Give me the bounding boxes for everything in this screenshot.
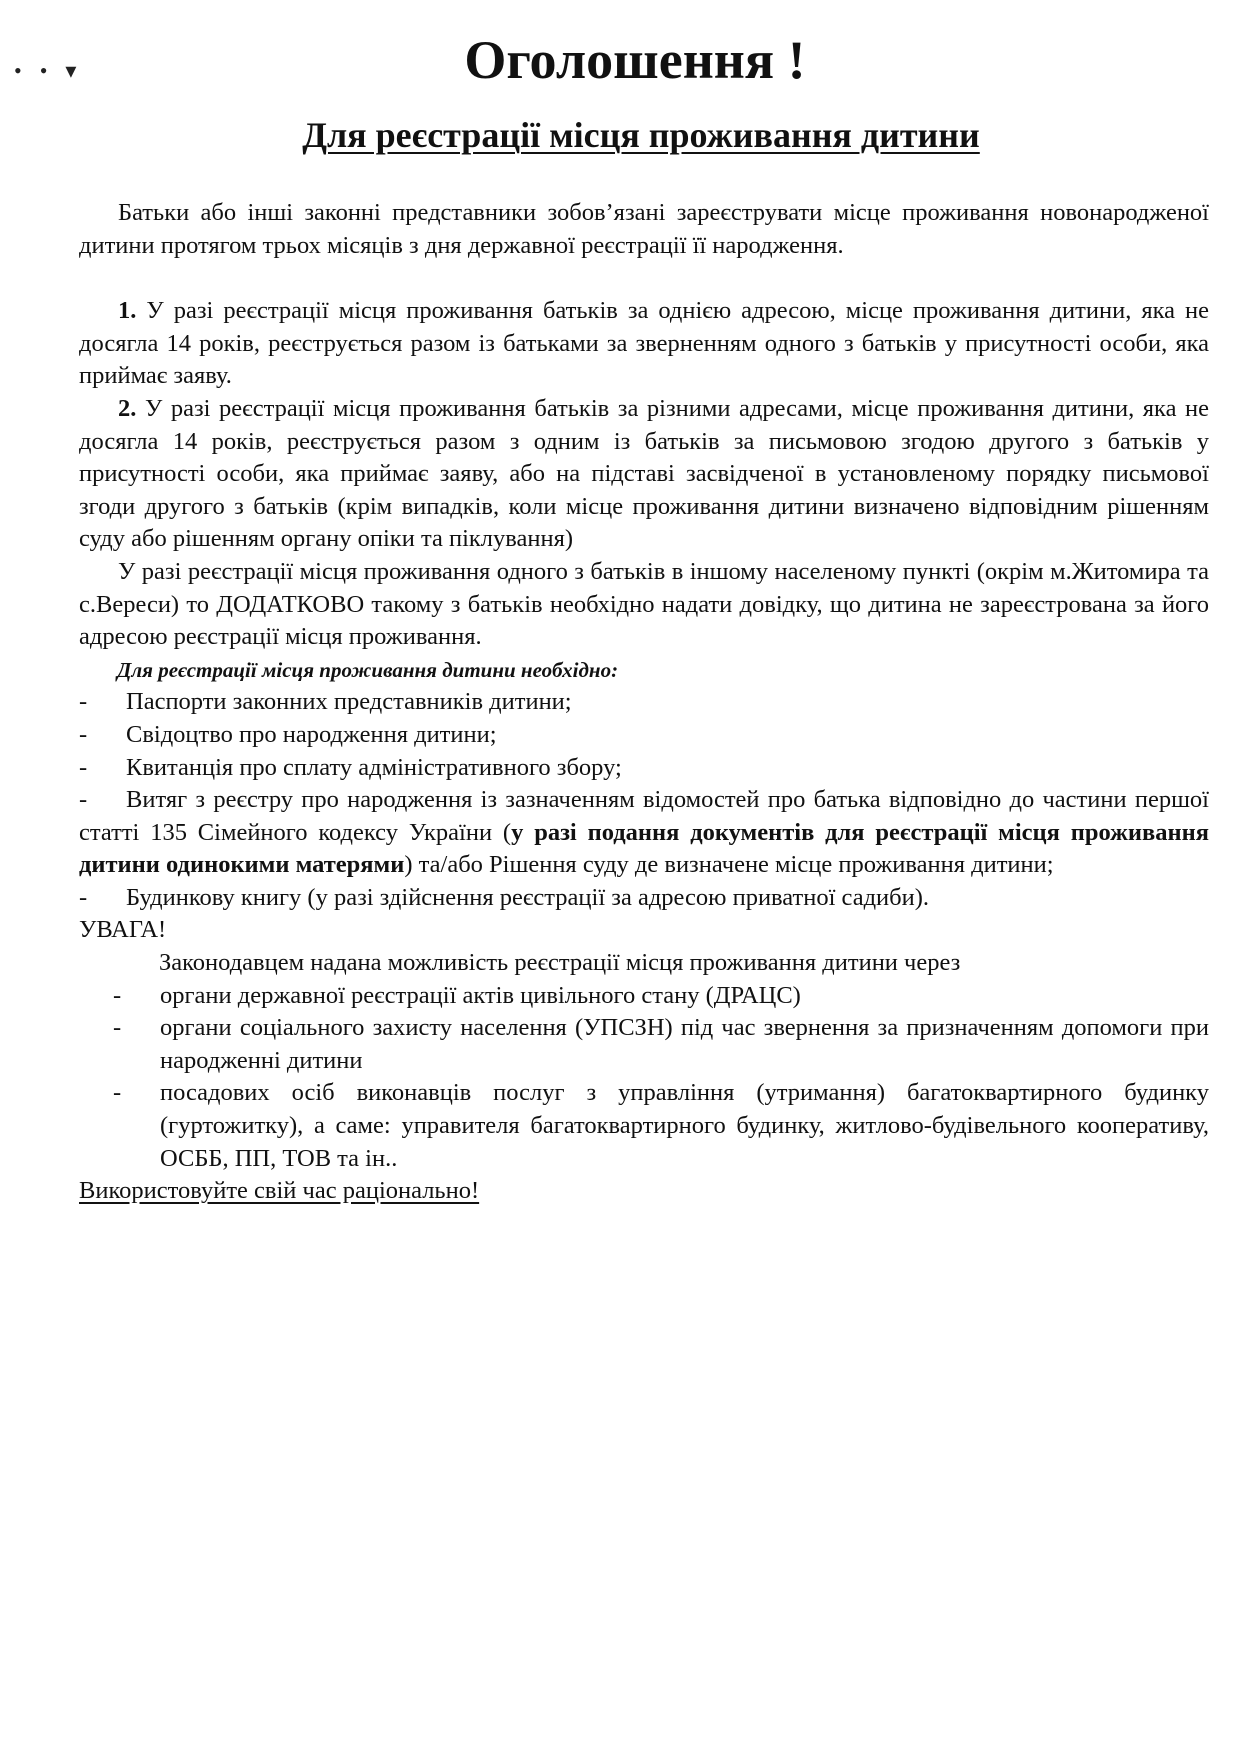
list-item: [113, 1077, 1209, 1175]
list-dash: -: [79, 753, 88, 781]
closing-line: Використовуйте свій час раціонально!: [79, 1177, 480, 1205]
rule-1-number: 1.: [118, 297, 137, 325]
list-item: [79, 686, 1209, 719]
list-item: [79, 752, 1209, 785]
list-dash: -: [113, 1079, 122, 1107]
attention-item-dracs: органи державної реєстрації актів цивільного стану (ДРАЦС): [160, 981, 801, 1009]
rule-1-text: У разі реєстрації місця проживання батьків за однією адресою, місце проживання дитини, яка не досягла 14 років, реєструється разом із батьками за зверненням одного з батьків у присутності особи, яка приймає заяву.: [79, 297, 1210, 390]
attention-item-upszn: органи соціального захисту населення (УПСЗН) під час звернення за призначенням допомоги при народженні дитини: [160, 1014, 1209, 1074]
requirement-court-decision: ) та/або Рішення суду де визначене місце проживання дитини;: [404, 851, 1054, 879]
list-dash: -: [79, 688, 88, 716]
document-body: [79, 197, 1209, 1208]
requirement-birth-certificate: Свідоцтво про народження дитини;: [126, 720, 497, 748]
scan-artifact-dots: ••▾: [14, 58, 95, 83]
list-dash: -: [113, 981, 122, 1009]
requirement-passports: Паспорти законних представників дитини;: [126, 688, 572, 716]
requirement-registry-extract: Витяг з реєстру про народження із зазначенням відомостей про батька відповідно до частини першої статті 135 Сімейного кодексу України (: [79, 786, 1209, 846]
list-item: [113, 980, 1209, 1013]
attention-heading: УВАГА!: [79, 916, 167, 944]
requirement-single-mother-note: у разі подання документів для реєстрації місця проживання дитини одинокими матерями: [79, 818, 1209, 879]
requirements-heading: Для реєстрації місця проживання дитини необхідно:: [117, 657, 619, 682]
list-item: [113, 1012, 1209, 1077]
list-item: [79, 882, 1209, 915]
list-dash: -: [113, 1014, 122, 1042]
rule-3-paragraph: У разі реєстрації місця проживання одного з батьків в іншому населеному пункті (окрім м.Житомира та с.Вереси) то ДОДАТКОВО такому з батьків необхідно надати довідку, що дитина не зареєстрована за його адресою реєстрації місця проживання.: [79, 557, 1209, 651]
attention-list: [113, 980, 1209, 1176]
rule-2-paragraph: [79, 393, 1209, 556]
rule-2-text: У разі реєстрації місця проживання батьків за різними адресами, місце проживання дитини, яка не досягла 14 років, реєструється разом з одним із батьків за письмовою згодою другого з батьків у присутності особи, яка приймає заяву, або на підставі засвідченої в установленому порядку письмової згоди другого з батьків (крім випадків, коли місце проживання дитини визначено відповідним рішенням суду або рішенням органу опіки та піклування): [79, 394, 1209, 553]
requirements-list: [79, 686, 1209, 914]
list-item: [79, 784, 1209, 882]
attention-lead: Законодавцем надана можливість реєстрації місця проживання дитини через: [159, 949, 961, 977]
list-dash: -: [79, 720, 88, 748]
intro-paragraph: Батьки або інші законні представники зобов’язані зареєструвати місце проживання новонародженої дитини протягом трьох місяців з дня державної реєстрації її народження.: [79, 199, 1209, 259]
rule-1-paragraph: [79, 295, 1209, 393]
list-item: [79, 719, 1209, 752]
rule-2-number: 2.: [118, 394, 137, 422]
attention-item-building-managers: посадових осіб виконавців послуг з управління (утримання) багатоквартирного будинку (гуртожитку), а саме: управителя багатоквартирного будинку, житлово-будівельного кооперативу, ОСББ, ПП, ТОВ та ін..: [160, 1079, 1209, 1172]
requirement-fee-receipt: Квитанція про сплату адміністративного збору;: [126, 753, 622, 781]
requirement-house-book: Будинкову книгу (у разі здійснення реєстрації за адресою приватної садиби).: [126, 883, 930, 911]
list-dash: -: [79, 786, 88, 814]
page-subtitle: Для реєстрації місця проживання дитини: [302, 115, 980, 155]
page-title: Оголошення !: [464, 30, 806, 90]
list-dash: -: [79, 883, 88, 911]
paragraph-gap: [79, 262, 1209, 295]
